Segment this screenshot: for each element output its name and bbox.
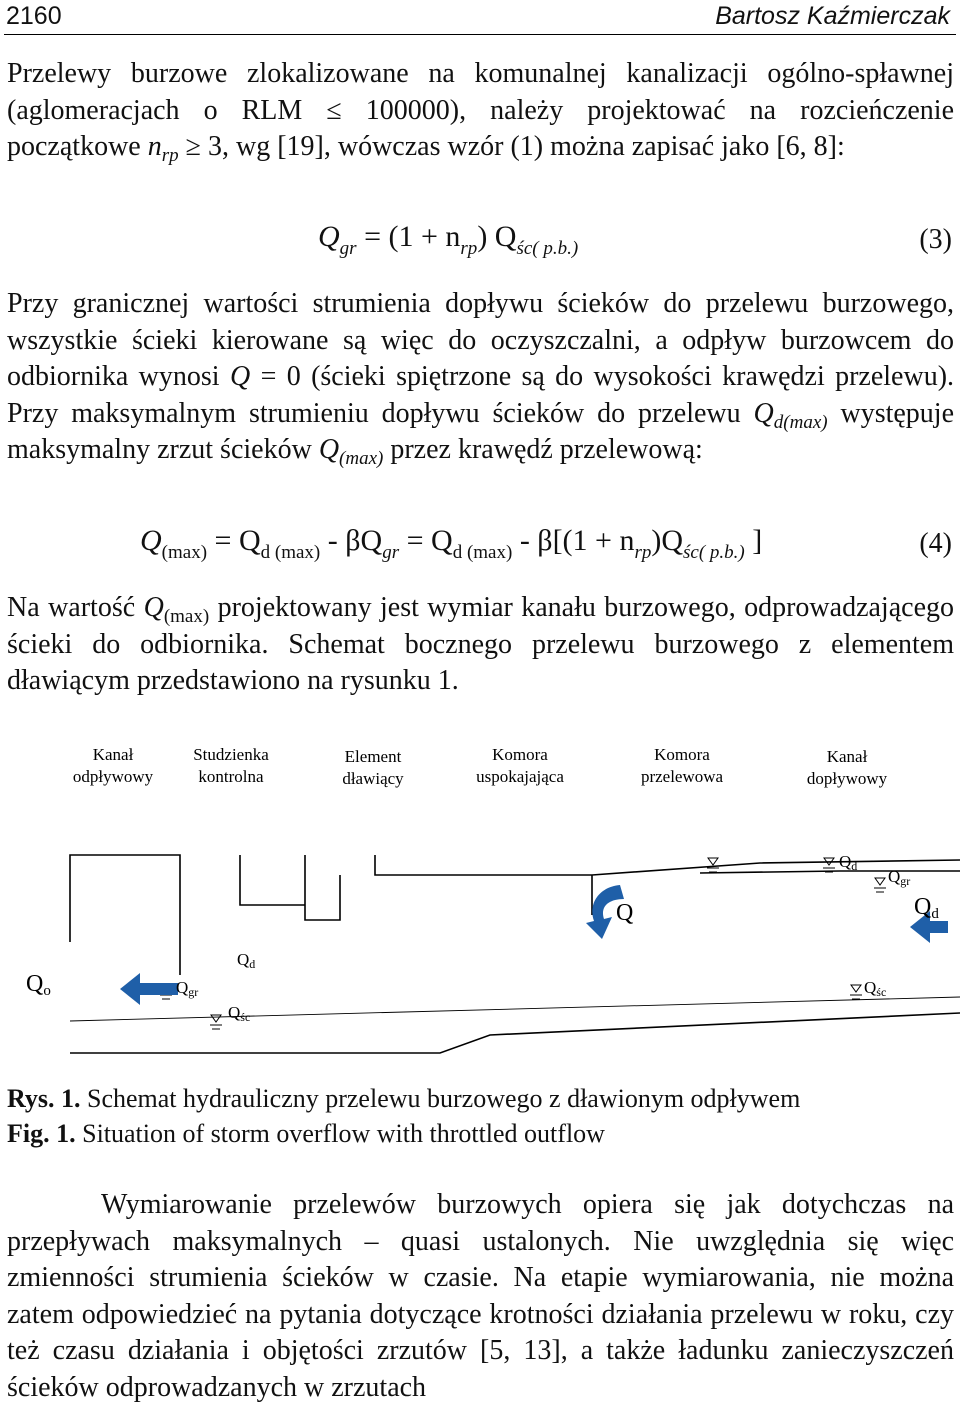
p2-text-2: = 0 (ścieki spiętrzone są do wysokości krawędzi przelewu). Przy maksymalnym strumieniu dopływu ścieków do przelewu xyxy=(7,361,955,429)
flow-labels xyxy=(26,852,939,1024)
diagram-structure xyxy=(70,855,960,1053)
eq3-mid-sub: rp xyxy=(460,238,478,259)
eq4-a: Q xyxy=(140,524,162,557)
equation-3 xyxy=(0,216,960,264)
label-element-1: Element xyxy=(344,747,402,766)
diagram-labels xyxy=(73,745,888,788)
p1-text-3: 3, wg [19], wówczas wzór (1) można zapisać jako [6, 8]: xyxy=(208,131,845,163)
paragraph-2 xyxy=(7,286,954,469)
paragraph-4: Wymiarowanie przelewów burzowych opiera się jak dotychczas na przepływach maksymalnych – quasi ustalonych. Nie uwzględnia się więc zmienności strumienia ścieków w czasie. Na etapie wymiarowania, nie można zatem odpowiedzieć na pytania dotyczące krotności działania przelewu w roku, czy też czasu działania i objętości zrzutów [5, 13], a także ładunku zanieczyszczeń ścieków odprowadzanych w zrzutach xyxy=(7,1189,954,1403)
rp-subscript: rp xyxy=(161,145,179,167)
caption-en-text: Situation of storm overflow with throttled outflow xyxy=(82,1119,605,1148)
outflow-arrow-icon xyxy=(120,973,178,1005)
eq4-number: (4) xyxy=(919,528,952,559)
q-o-label: Qo xyxy=(26,971,51,999)
p2-qd-sub: d(max) xyxy=(773,411,828,433)
paragraph-3 xyxy=(7,590,954,700)
paragraph-1 xyxy=(7,56,954,166)
level-marker-3 xyxy=(707,858,719,872)
storm-overflow-diagram xyxy=(0,735,960,1080)
eq3-lhs-sub: gr xyxy=(339,238,357,259)
q-sc-left-label: Qśc xyxy=(228,1003,251,1024)
q-sc-right-label: Qśc xyxy=(864,978,887,999)
running-author: Bartosz Kaźmierczak xyxy=(715,2,950,30)
eq4-f: )Q xyxy=(651,524,684,557)
geq-symbol: ≥ xyxy=(185,131,201,163)
p2-text-4: przez krawędź przelewową: xyxy=(390,434,703,466)
level-marker-5 xyxy=(874,878,886,892)
leq-symbol: ≤ xyxy=(326,94,342,126)
eq4-f-sub: śc( p.b.) xyxy=(683,542,745,563)
eq3-rhs-sub: śc( p.b.) xyxy=(516,238,579,259)
outlet-channel-top xyxy=(70,855,180,975)
level-marker-4 xyxy=(823,858,835,872)
label-komora-prz-2: przelewowa xyxy=(640,767,724,786)
eq4-e: - β[(1 + n xyxy=(512,524,635,557)
eq4-c-sub: gr xyxy=(382,542,400,563)
label-komora-prz-1: Komora xyxy=(654,745,710,764)
eq4-c: - βQ xyxy=(320,524,383,557)
eq3-rhs: ) Q xyxy=(477,220,517,253)
water-level-markers xyxy=(160,858,886,1029)
p1-text-2: 100000), należy projektować na rozcieńczenie początkowe xyxy=(7,94,955,163)
q-d-mid-label: Qd xyxy=(237,950,256,971)
label-komora-usp-1: Komora xyxy=(492,745,548,764)
q-d-top-label: Qd xyxy=(839,852,858,873)
p2-text-1: Przy granicznej wartości strumienia dopływu ścieków do przelewu burzowego, wszystkie ścieki kierowane są więc do oczyszczalni, a odpływ burzowcem do odbiornika wynosi xyxy=(7,288,954,393)
label-kanal-odplywowy-2: odpływowy xyxy=(72,767,154,786)
caption-en-label: Fig. 1. xyxy=(7,1119,76,1148)
caption-pl-label: Rys. 1. xyxy=(7,1084,81,1113)
q-gr-right-label: Qgr xyxy=(888,867,911,888)
label-element-2: dławiący xyxy=(342,769,404,788)
eq4-b: = Q xyxy=(207,524,261,557)
flow-arrows xyxy=(120,885,948,1005)
throttle-wall xyxy=(305,855,340,920)
eq4-g: ] xyxy=(744,524,763,557)
p3-text-1: Na wartość xyxy=(7,592,136,623)
eq4-b-sub: d (max) xyxy=(260,542,321,563)
label-studzienka-1: Studzienka xyxy=(193,745,269,764)
p3-q-sub: (max) xyxy=(163,606,210,627)
chamber-wall-left xyxy=(240,855,305,905)
q-d-big-label: Qd xyxy=(914,894,939,922)
p3-text-2: projektowany jest wymiar kanału burzowego, odprowadzającego ścieki do odbiornika. Schemat bocznego przelewu burzowego z elementem dławiącym przedstawiono na rysunku 1. xyxy=(7,592,954,697)
p2-qm: Q xyxy=(318,434,340,466)
eq3-lhs: Q xyxy=(318,220,340,253)
p2-q: Q xyxy=(229,361,251,393)
p1-text-1: Przelewy burzowe zlokalizowane na komunalnej kanalizacji ogólno-spławnej (aglomeracjach o RLM xyxy=(7,58,954,126)
eq3-number: (3) xyxy=(919,224,952,255)
eq4-d-sub: d (max) xyxy=(452,542,513,563)
q-gr-left-label: Qgr xyxy=(176,978,199,999)
p2-qd: Q xyxy=(753,397,774,429)
level-marker-6 xyxy=(850,985,862,999)
caption-pl-text: Schemat hydrauliczny przelewu burzowego z dławionym odpływem xyxy=(86,1084,801,1113)
n-symbol: n xyxy=(147,131,162,163)
label-studzienka-2: kontrolna xyxy=(198,767,264,786)
eq4-e-sub: rp xyxy=(634,542,652,563)
caption-pl xyxy=(7,1082,800,1116)
water-line xyxy=(70,997,960,1021)
eq3-mid: = (1 + n xyxy=(356,220,461,253)
page-header xyxy=(4,0,956,35)
q-overflow-label: Q xyxy=(616,900,634,926)
label-komora-usp-2: uspokajająca xyxy=(476,767,564,786)
p2-qm-sub: (max) xyxy=(339,448,384,470)
page-number: 2160 xyxy=(6,2,62,30)
overflow-wall xyxy=(375,855,960,915)
label-kanal-odplywowy-1: Kanał xyxy=(92,745,134,764)
eq4-a-sub: (max) xyxy=(161,542,208,563)
eq4-d: = Q xyxy=(399,524,453,557)
equation-4 xyxy=(0,520,960,568)
caption-en xyxy=(7,1117,605,1151)
channel-invert xyxy=(70,1013,960,1053)
p3-q: Q xyxy=(143,592,164,623)
label-kanal-doplywowy-2: dopływowy xyxy=(806,769,888,788)
p2-text-3: występuje maksymalny zrzut ścieków xyxy=(7,397,954,466)
label-kanal-doplywowy-1: Kanał xyxy=(826,747,868,766)
